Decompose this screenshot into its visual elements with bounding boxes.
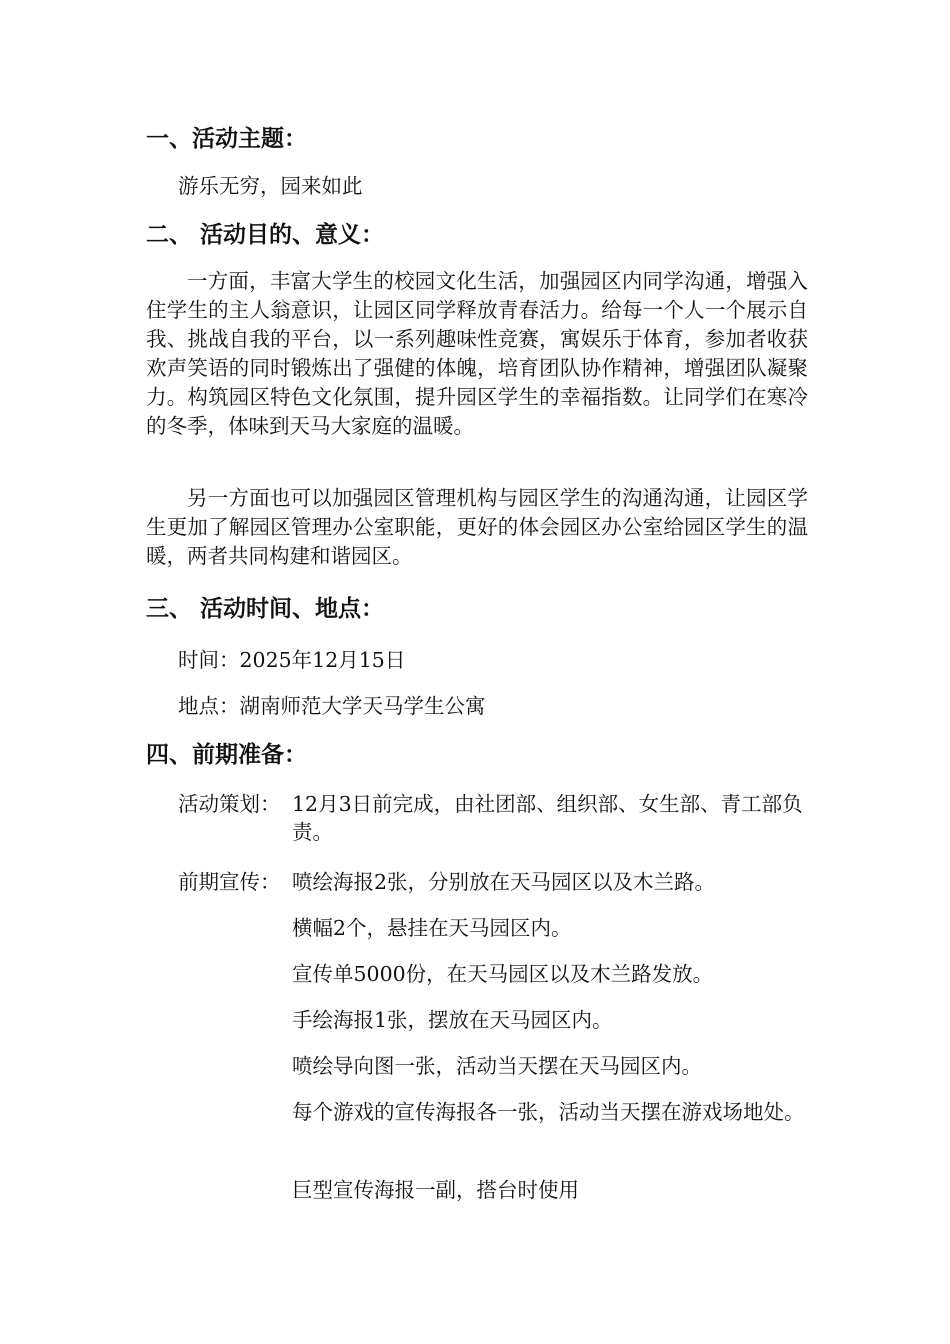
promotion-item: 宣传单5000份，在天马园区以及木兰路发放。 (292, 962, 714, 986)
planning-label: 活动策划： (178, 792, 281, 816)
promotion-item: 横幅2个，悬挂在天马园区内。 (292, 916, 572, 940)
promotion-item: 喷绘海报2张，分别放在天马园区以及木兰路。 (292, 870, 716, 894)
promotion-item: 巨型宣传海报一副，搭台时使用 (292, 1178, 579, 1202)
time-line: 时间：2025年12月15日 (178, 648, 406, 672)
section-heading-theme: 一、活动主题： (146, 126, 307, 152)
promotion-item: 每个游戏的宣传海报各一张，活动当天摆在游戏场地处。 (292, 1100, 805, 1124)
planning-text: 12月3日前完成，由社团部、组织部、女生部、青工部负责。 (292, 792, 803, 844)
promotion-label: 前期宣传： (178, 870, 281, 894)
place-line: 地点：湖南师范大学天马学生公寓 (178, 694, 486, 718)
promotion-item: 手绘海报1张，摆放在天马园区内。 (292, 1008, 613, 1032)
purpose-paragraph-1: 一方面，丰富大学生的校园文化生活，加强园区内同学沟通，增强入住学生的主人翁意识，让园区同学释放青春活力。给每一个人一个展示自我、挑战自我的平台，以一系列趣味性竞赛，寓娱乐于体育，参加者收获欢声笑语的同时锻炼出了强健的体魄，培育团队协作精神，增强团队凝聚力。构筑园区特色文化氛围，提升园区学生的幸福指数。让同学们在寒冷的冬季，体味到天马大家庭的温暖。 (146, 269, 808, 438)
theme-text: 游乐无穷，园来如此 (178, 174, 363, 198)
section-heading-preparation: 四、前期准备： (146, 742, 307, 768)
section-heading-purpose: 二、 活动目的、意义： (146, 222, 385, 248)
promotion-item: 喷绘导向图一张，活动当天摆在天马园区内。 (292, 1054, 702, 1078)
purpose-paragraph-2: 另一方面也可以加强园区管理机构与园区学生的沟通沟通，让园区学生更加了解园区管理办公室职能，更好的体会园区办公室给园区学生的温暖，两者共同构建和谐园区。 (146, 486, 808, 568)
section-heading-time-place: 三、 活动时间、地点： (146, 596, 385, 622)
